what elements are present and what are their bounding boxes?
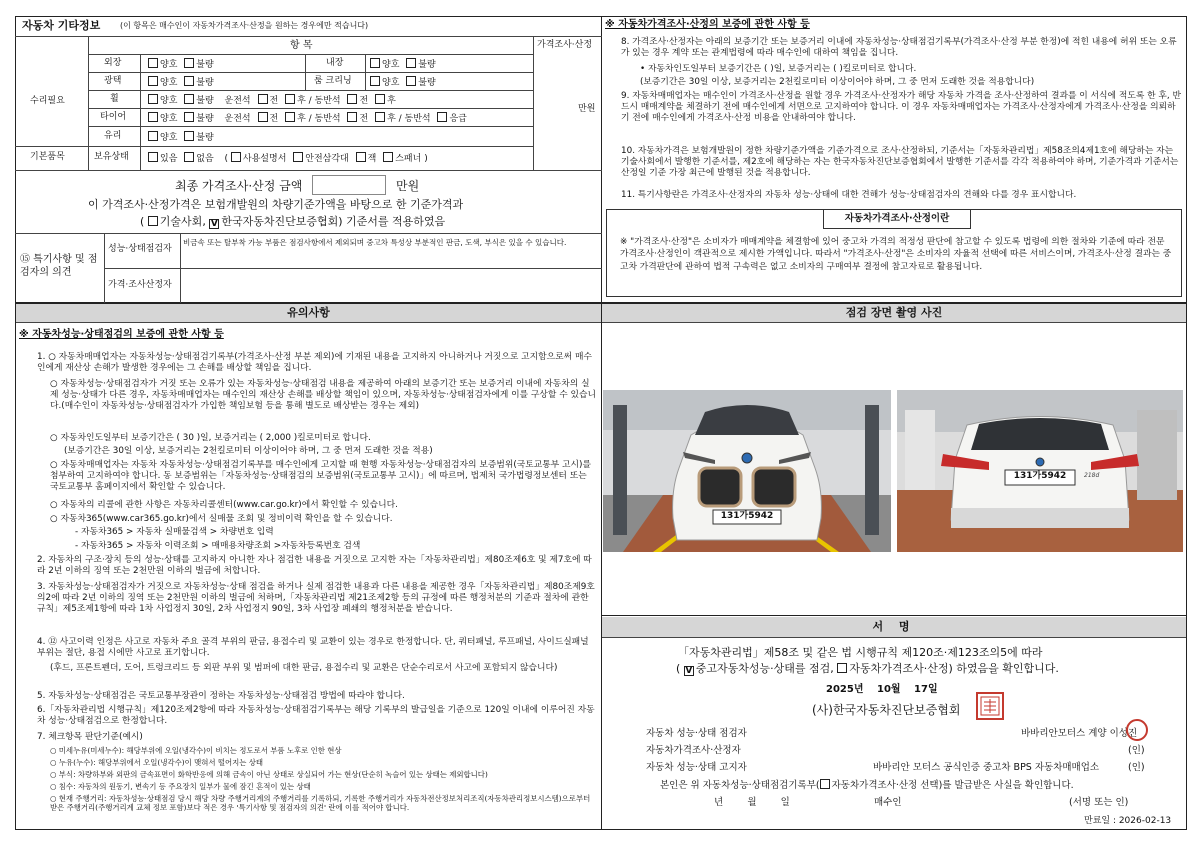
row-gloss: 광택 [104, 76, 122, 86]
appraiser-label: 자동차가격조사·산정자 [646, 745, 741, 756]
signature-title: 서 명 [602, 617, 1186, 638]
good-label: 양호 [160, 78, 178, 88]
price-check-checkbox[interactable] [837, 663, 847, 673]
seal-icon [979, 695, 1001, 717]
tire-front-checkbox[interactable] [258, 112, 268, 122]
wheel-rear-checkbox[interactable] [285, 94, 295, 104]
front-label: 전 [269, 96, 279, 106]
column-header-price: 가격조사·산정 [537, 40, 593, 50]
signature-line1: 「자동차관리법」제58조 및 같은 법 시행규칙 제120조·제123조의5에 따라 [678, 646, 1043, 659]
tire-bad-checkbox[interactable] [184, 112, 194, 122]
rear-plate: 131가5942 [1013, 471, 1067, 481]
notifier-label: 자동차 성능·상태 고지자 [646, 762, 747, 773]
item-11: 11. 특기사항란은 가격조사·산정자의 자동차 성능·상태에 대한 견해가 성능·상태점검자의 견해와 다를 경우 표시합니다. [621, 190, 1077, 200]
notice-2: ○ 자동차성능·상태점검자가 거짓 또는 오류가 있는 자동차성능·상태점검 내용을 제공하여 아래의 보증기간 또는 보증거리 이내에 자동차의 실제 성능·상태가 다른 경우, 자동차매매업자는 매수인의 재산상 손해를 배상할 책임이 있으며, 자동차성능·상태점검자에게 이를 구상할 수 있습니다.(매수인이 자동차성능·상태점검자가 가입한 책임보험 등을 통해 별도로 배상받는 경우는 제외) [50, 379, 597, 411]
item-8: 8. 가격조사·산정자는 아래의 보증기간 또는 보증거리 이내에 자동차성능·상태점검기록부(가격조사·산정 부분 한정)에 적힌 내용에 허위 또는 오류가 있는 경우 계약 또는 관계법령에 따라 매수인에 대하여 책임을 집니다. [621, 37, 1177, 58]
emergency-label: 응급 [449, 114, 467, 124]
row-room-cleaning: 룸 크리닝 [314, 76, 352, 86]
interior-good-checkbox[interactable] [370, 58, 380, 68]
wheel-passenger-rear-checkbox[interactable] [375, 94, 385, 104]
org-name: (사)한국자동차진단보증협회 [812, 703, 961, 717]
jack-checkbox[interactable] [356, 152, 366, 162]
wheel-front-checkbox[interactable] [258, 94, 268, 104]
basis-kaia-checkbox[interactable]: V [210, 219, 218, 229]
driver-seat-label: 운전석 [224, 96, 251, 106]
room-good-checkbox[interactable] [370, 76, 380, 86]
tire-good-checkbox[interactable] [148, 112, 158, 122]
notice-3b: (보증기간은 30일 이상, 보증거리는 2천킬로미터 이상이어야 하며, 그 중 먼저 도래한 것을 적용) [64, 446, 433, 456]
performance-inspector-opinion: 비금속 또는 탈부착 가능 부품은 점검사항에서 제외되며 중고차 특성상 부분적인 판금, 도색, 부식은 있을 수 있습니다. [183, 238, 567, 247]
good-label: 양호 [160, 114, 178, 124]
front-car-photo [603, 390, 891, 552]
notice-9b: (후드, 프론트펜더, 도어, 트렁크리드 등 외판 부위 및 범퍼에 대한 판금, 용접수리 및 교환은 단순수리로서 사고에 포함되지 않습니다) [50, 663, 558, 673]
tire-passenger-front-checkbox[interactable] [347, 112, 357, 122]
good-label: 양호 [160, 96, 178, 106]
bad-label: 불량 [196, 96, 214, 106]
definition-box-title: 자동차가격조사·산정이란 [823, 209, 971, 229]
special-notes-label: ⑮ 특기사항 및 점검자의 의견 [20, 254, 98, 278]
tire-rear-checkbox[interactable] [285, 112, 295, 122]
final-price-unit: 만원 [396, 179, 420, 193]
row-wheel: 휠 [110, 94, 119, 104]
row-tire: 타이어 [100, 112, 127, 122]
notice-10: 5. 자동차성능·상태점검은 국토교통부장관이 정하는 자동차성능·상태점검 방법에 따라야 합니다. [37, 691, 405, 701]
sign-month: 10월 [876, 684, 901, 695]
notice-heading: ※ 자동차성능·상태점검의 보증에 관한 사항 등 [19, 329, 224, 340]
rear-car-photo [897, 390, 1183, 552]
row-glass: 유리 [104, 131, 122, 141]
row-exterior: 외장 [104, 58, 122, 68]
right-section-title: ※ 자동차가격조사·산정의 보증에 관한 사항 등 [605, 19, 810, 30]
receipt-text-b: 자동차가격조사·산정 선택)를 발급받은 사실을 확인합니다. [831, 780, 1074, 791]
row-interior: 내장 [326, 58, 344, 68]
section-note: (이 항목은 매수인이 자동차가격조사·산정을 원하는 경우에만 적습니다) [120, 21, 369, 30]
notice-6a: - 자동차365 > 자동차 실매물검색 > 차량번호 입력 [75, 527, 274, 537]
inspector-label: 자동차 성능·상태 점검자 [646, 728, 747, 739]
have-label: 있음 [160, 154, 178, 164]
notice-12d: ○ 침수: 자동차의 원동기, 변속기 등 주요장치 일부가 물에 잠긴 흔적이 있는 상태 [50, 782, 311, 791]
front-label: 전 [269, 114, 279, 124]
rear-label: 후 [387, 96, 396, 106]
inspector-stamp [1126, 719, 1148, 741]
basis-tech-checkbox[interactable] [148, 216, 158, 226]
notice-6b: - 자동차365 > 자동차 이력조회 > 매매용차량조회 >자동차등록번호 검색 [75, 541, 361, 551]
good-label: 양호 [382, 60, 400, 70]
basis-kaia-label: 한국자동차진단보증협회 [221, 215, 339, 228]
wheel-bad-checkbox[interactable] [184, 94, 194, 104]
none-label: 없음 [196, 154, 214, 164]
good-label: 양호 [160, 133, 178, 143]
expiry-date: 만료일 : 2026-02-13 [1084, 816, 1172, 826]
notifier-name: 바바리안 모터스 공식인증 중고차 BPS 자동차매매업소 [873, 762, 1100, 773]
notice-7: 2. 자동차의 구조·장치 등의 성능·상태를 고지하지 아니한 자나 점검한 내용을 거짓으로 고지한 자는「자동차관리법」제80조제6호 및 제7호에 따라 2년 이하의 징역 또는 2천만원 이하의 벌금에 처합니다. [37, 555, 592, 576]
inspector-name: 바바리안모터스 계양 이성진 [1021, 728, 1138, 739]
sign-day: 17일 [914, 684, 938, 695]
notice-1: 1. ○ 자동차매매업자는 자동차성능·상태점검기록부(가격조사·산정 부분 제외)에 기재된 내용을 고지하지 아니하거나 거짓으로 고지함으로써 매수인에게 재산상 손해가 발생한 경우에는 그 손해를 배상할 책임을 집니다. [37, 352, 592, 373]
wheel-good-checkbox[interactable] [148, 94, 158, 104]
item-10: 10. 자동차가격은 보험개발원이 정한 차량기준가액을 기준가격으로 조사·산정하되, 기준서는「자동차관리법」제58조의4제1호에 해당하는 자는 기술사회에서 발행한 기준서를, 제2호에 해당하는 자는 한국자동차진단보증협회에서 발행한 기준서를 각각 적용하여야 하며, 기준가격과 기준서는 산정일 기준 가장 최근에 발행된 것을 적용합니다. [621, 146, 1179, 178]
basis-line: 이 가격조사·산정가격은 보험개발원의 차량기준가액을 바탕으로 한 기준가격과 [88, 198, 464, 211]
row-possession: 보유상태 [94, 152, 129, 162]
gloss-bad-checkbox[interactable] [184, 76, 194, 86]
receipt-text: 본인은 위 자동차성능·상태점검기록부( [660, 780, 820, 791]
front-label: 전 [359, 114, 369, 124]
line2-open: ( [676, 662, 681, 675]
buyer-sign: (서명 또는 인) [1069, 797, 1129, 808]
notice-9: 4. ⑫ 사고이력 인정은 사고로 자동차 주요 골격 부위의 판금, 용접수리 및 교환이 있는 경우로 한정합니다. 단, 쿼터패널, 루프패널, 사이드실패널 부위는 절단, 용접 시에만 사고로 표기합니다. [37, 637, 589, 658]
good-label: 양호 [382, 78, 400, 88]
glass-bad-checkbox[interactable] [184, 131, 194, 141]
official-seal [976, 692, 1004, 720]
rear-passenger-label: 후 / 동반석 [297, 114, 341, 124]
front-label: 전 [359, 96, 369, 106]
notice-12a: ○ 미세누유(미세누수): 해당부위에 오일(냉각수)이 비치는 정도로서 부품 노후로 인한 현상 [50, 746, 342, 755]
notice-5: ○ 자동차의 리콜에 관한 사항은 자동차리콜센터(www.car.go.kr)에서 확인할 수 있습니다. [50, 500, 398, 510]
bad-label: 불량 [196, 133, 214, 143]
glass-good-checkbox[interactable] [148, 131, 158, 141]
final-price-field[interactable] [312, 175, 386, 195]
notice-title: 유의사항 [16, 304, 601, 323]
tire-passenger-rear-checkbox[interactable] [375, 112, 385, 122]
spanner-checkbox[interactable] [383, 152, 393, 162]
sign-year: 2025년 [826, 684, 864, 695]
basis-tech-label: 기술사회 [159, 215, 203, 228]
definition-box-text: ※ "가격조사·산정"은 소비자가 매매계약을 체결함에 있어 중고차 가격의 적정성 판단에 참고할 수 있도록 법령에 의한 절차와 기준에 따라 전문 가격조사·산정인이 객관적으로 제시한 가액입니다. 따라서 "가격조사·산정"은 소비자의 자율적 선택에 따른 서비스이며, 가격조사·산정 결과는 중고차 가격판단에 관하여 법적 구속력은 없고 소비자의 구매여부 결정에 참고자료로 활용됩니다. [620, 237, 1172, 272]
appraiser-sign: (인) [1128, 745, 1145, 756]
item-8c: (보증기간은 30일 이상, 보증거리는 2천킬로미터 이상이어야 하며, 그 중 먼저 도래한 것을 적용합니다) [640, 77, 1035, 87]
receipt-date: 년 월 일 [714, 797, 790, 808]
jack-label: 잭 [367, 154, 377, 164]
rear-label: 후 / 동반석 [387, 114, 431, 124]
performance-inspector-label: 성능·상태점검자 [108, 244, 172, 254]
repair-label: 수리필요 [30, 96, 65, 106]
notice-12: 7. 체크항목 판단기준(예시) [37, 732, 143, 742]
price-appraiser-label: 가격·조사산정자 [108, 280, 172, 290]
exterior-good-checkbox[interactable] [148, 58, 158, 68]
rear-badge: 218d [1084, 472, 1100, 479]
basis-tail: ) 기준서를 적용하였음 [338, 215, 446, 228]
notice-12c: ○ 부식: 차량하부와 외판의 금속표면이 화학반응에 의해 금속이 아닌 상태로 상실되어 가는 현상(단순히 녹슬어 있는 상태는 제외합니다) [50, 770, 488, 779]
item-9: 9. 자동차매매업자는 매수인이 가격조사·산정을 원할 경우 가격조사·산정자가 해당 자동차 가격을 조사·산정하여 결과를 이 서식에 적도록 한 후, 반드시 매매계약을 체결하기 전에 매수인에게 서면으로 고지하여야 합니다. 이 경우 자동차매매업자는 가격조사·산정자에게 가격조사·산정을 의뢰하기 전에 매수인에게 가격조사·산정 비용을 안내하여야 합니다. [621, 91, 1181, 123]
notice-8: 3. 자동차성능·상태점검자가 거짓으로 자동차성능·상태 점검을 하거나 실제 점검한 내용과 다른 내용을 제공한 경우「자동차관리법」제80조제9호의2에 따라 2년 이하의 징역 또는 2천만원 이하의 벌금에 처하며,「자동차관리법 제21조제2항 등의 규정에 따른 행정처분의 기준과 절차에 관한 규칙」제5조제1항에 따라 1차 사업정지 30일, 2차 사업정지 90일, 3차 사업장 폐쇄의 행정처분을 받습니다. [37, 582, 595, 614]
gloss-good-checkbox[interactable] [148, 76, 158, 86]
interior-bad-checkbox[interactable] [406, 58, 416, 68]
notice-12e: ○ 현재 주행거리: 자동차성능·상태점검 당시 해당 차량 주행거리계의 주행거리를 기록하되, 기록한 주행거리가 자동차전산정보처리조직(자동차관리정보시스템)으로부터 받은 주행거리(주행거리계 교체 정보 포함)보다 적은 경우 '특기사항 및 점검자의 의견' 란에 이를 적어야 합니다. [50, 794, 591, 813]
bad-label: 불량 [418, 78, 436, 88]
notice-12b: ○ 누유(누수): 해당부위에서 오일(냉각수)이 맺혀서 떨어지는 상태 [50, 758, 264, 767]
possession-none-checkbox[interactable] [184, 152, 194, 162]
bad-label: 불량 [196, 60, 214, 70]
rear-passenger-label: 후 / 동반석 [297, 96, 341, 106]
wheel-passenger-front-checkbox[interactable] [347, 94, 357, 104]
driver-seat-label: 운전석 [224, 114, 251, 124]
bad-label: 불량 [196, 114, 214, 124]
front-plate: 131가5942 [720, 511, 774, 521]
good-label: 양호 [160, 60, 178, 70]
column-header-item: 항 목 [290, 40, 313, 51]
line2-price: 자동차가격조사·산정) 하였음을 확인합니다. [849, 662, 1059, 675]
performance-check-checkbox[interactable]: V [685, 666, 693, 676]
notice-6: ○ 자동차365(www.car365.go.kr)에서 실매물 조회 및 정비이력 확인을 할 수 있습니다. [50, 514, 393, 524]
bad-label: 불량 [418, 60, 436, 70]
section-title: 자동차 기타정보 [22, 19, 101, 32]
spanner-label: 스패너 [395, 154, 422, 164]
possession-have-checkbox[interactable] [148, 152, 158, 162]
triangle-label: 안전삼각대 [305, 154, 349, 164]
receipt-price-checkbox[interactable] [820, 779, 830, 789]
basic-items-label: 기본품목 [30, 152, 65, 162]
notice-11: 6.「자동차관리법 시행규칙」제120조제2항에 따라 자동차성능·상태점검기록부는 해당 기록부의 발급일을 기준으로 120일 이내에 이루어진 자동차 성능·상태점검으로 한정합니다. [37, 705, 595, 726]
line2-performance: 중고자동차성능·상태를 점검, [695, 662, 834, 675]
price-unit: 만원 [578, 104, 596, 114]
notifier-sign: (인) [1128, 762, 1145, 773]
notice-3: ○ 자동차인도일부터 보증기간은 ( 30 )일, 보증거리는 ( 2,000 )킬로미터로 합니다. [50, 433, 371, 443]
bad-label: 불량 [196, 78, 214, 88]
room-bad-checkbox[interactable] [406, 76, 416, 86]
exterior-bad-checkbox[interactable] [184, 58, 194, 68]
triangle-checkbox[interactable] [293, 152, 303, 162]
buyer-label: 매수인 [874, 797, 902, 808]
notice-4: ○ 자동차매매업자는 자동차 자동차성능·상태점검기록부를 매수인에게 고지할 때 현행 자동차성능·상태점검자의 보증범위(국토교통부 고시)를 첨부하여 고지하여야 합니다. 동 보증범위는「자동차성능·상태점검의 보증범위(국토교통부 고시)」에 따르며, 법제처 국가법령정보센터 또는 국토교통부 홈페이지에서 확인할 수 있습니다. [50, 460, 591, 492]
photo-title: 점검 장면 촬영 사진 [602, 304, 1186, 323]
manual-label: 사용설명서 [242, 154, 287, 164]
final-price-label: 최종 가격조사·산정 금액 [175, 179, 303, 193]
item-8b: • 자동차인도일부터 보증기간은 ( )일, 보증거리는 ( )킬로미터로 합니다. [640, 64, 917, 74]
tire-emergency-checkbox[interactable] [437, 112, 447, 122]
manual-checkbox[interactable] [231, 152, 241, 162]
